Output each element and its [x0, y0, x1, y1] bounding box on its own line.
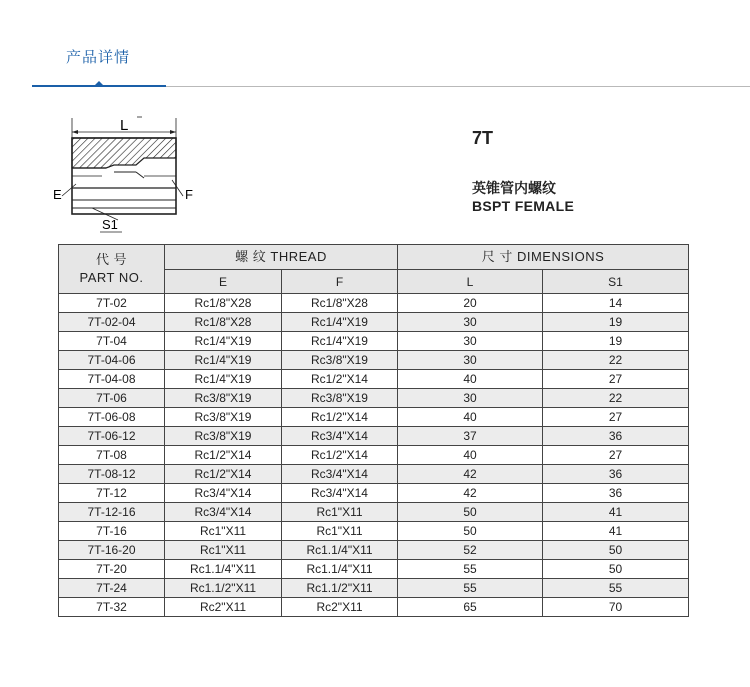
column-header-e: E [165, 270, 282, 294]
cell-l: 30 [398, 389, 543, 408]
table-row [59, 351, 689, 370]
cell-s1: 22 [543, 351, 689, 370]
table-row [59, 446, 689, 465]
cell-e: Rc1.1/4"X11 [165, 560, 282, 579]
cell-part: 7T-04 [59, 332, 165, 351]
cell-part: 7T-20 [59, 560, 165, 579]
cell-s1: 22 [543, 389, 689, 408]
part-no-header-en: PART NO. [79, 270, 144, 285]
cell-f: Rc1/4"X19 [282, 332, 398, 351]
dimensions-header: 尺 寸 DIMENSIONS [398, 245, 689, 270]
cell-e: Rc1/2"X14 [165, 446, 282, 465]
cell-s1: 36 [543, 484, 689, 503]
cell-f: Rc3/4"X14 [282, 427, 398, 446]
cell-part: 7T-04-08 [59, 370, 165, 389]
cell-part: 7T-16 [59, 522, 165, 541]
cell-f: Rc1"X11 [282, 503, 398, 522]
cell-s1: 19 [543, 332, 689, 351]
cell-f: Rc1.1/4"X11 [282, 541, 398, 560]
cell-part: 7T-32 [59, 598, 165, 617]
table-row [59, 427, 689, 446]
cell-l: 30 [398, 351, 543, 370]
cell-s1: 50 [543, 560, 689, 579]
table-row [59, 370, 689, 389]
cell-l: 20 [398, 294, 543, 313]
thread-header: 螺 纹 THREAD [165, 245, 398, 270]
table-row [59, 465, 689, 484]
cell-e: Rc2"X11 [165, 598, 282, 617]
cell-s1: 27 [543, 370, 689, 389]
cell-e: Rc3/8"X19 [165, 427, 282, 446]
dimension-e-label: E [53, 187, 62, 202]
cell-part: 7T-02 [59, 294, 165, 313]
cell-l: 65 [398, 598, 543, 617]
cell-e: Rc3/4"X14 [165, 484, 282, 503]
cell-s1: 36 [543, 427, 689, 446]
cell-f: Rc1/2"X14 [282, 408, 398, 427]
cell-l: 55 [398, 579, 543, 598]
dimension-s1-label: S1 [102, 217, 118, 232]
cell-part: 7T-08 [59, 446, 165, 465]
cell-part: 7T-16-20 [59, 541, 165, 560]
product-name-en: BSPT FEMALE [472, 198, 575, 214]
cell-f: Rc1.1/2"X11 [282, 579, 398, 598]
header-notch-icon [94, 81, 104, 86]
cell-l: 40 [398, 408, 543, 427]
page-title: 产品详情 [66, 48, 131, 66]
cell-l: 37 [398, 427, 543, 446]
column-header-f: F [282, 270, 398, 294]
cell-e: Rc3/4"X14 [165, 503, 282, 522]
table-row [59, 332, 689, 351]
column-header-s1: S1 [543, 270, 689, 294]
cell-part: 7T-24 [59, 579, 165, 598]
cell-part: 7T-02-04 [59, 313, 165, 332]
cell-part: 7T-06-12 [59, 427, 165, 446]
table-row [59, 541, 689, 560]
cell-s1: 50 [543, 541, 689, 560]
table-row [59, 598, 689, 617]
cell-s1: 14 [543, 294, 689, 313]
cell-e: Rc1/4"X19 [165, 351, 282, 370]
cell-f: Rc3/8"X19 [282, 351, 398, 370]
product-code: 7T [472, 128, 494, 148]
table-row [59, 294, 689, 313]
cell-f: Rc3/4"X14 [282, 465, 398, 484]
spec-table-body [59, 294, 689, 617]
cell-l: 42 [398, 484, 543, 503]
part-no-header [59, 245, 165, 294]
cell-e: Rc1/8"X28 [165, 294, 282, 313]
cell-e: Rc3/8"X19 [165, 389, 282, 408]
part-no-header-cn: 代 号 [95, 252, 128, 267]
table-row [59, 503, 689, 522]
cell-f: Rc1"X11 [282, 522, 398, 541]
cell-e: Rc3/8"X19 [165, 408, 282, 427]
cell-f: Rc1/2"X14 [282, 370, 398, 389]
cell-f: Rc1/2"X14 [282, 446, 398, 465]
cell-f: Rc3/4"X14 [282, 484, 398, 503]
cell-l: 30 [398, 332, 543, 351]
cell-e: Rc1/2"X14 [165, 465, 282, 484]
cell-l: 50 [398, 522, 543, 541]
cell-l: 30 [398, 313, 543, 332]
cell-e: Rc1"X11 [165, 541, 282, 560]
cell-part: 7T-06 [59, 389, 165, 408]
cell-s1: 41 [543, 522, 689, 541]
cell-e: Rc1/4"X19 [165, 370, 282, 389]
cell-e: Rc1/4"X19 [165, 332, 282, 351]
cell-l: 55 [398, 560, 543, 579]
cell-f: Rc1/8"X28 [282, 294, 398, 313]
dimension-f-label: F [185, 187, 193, 202]
cell-f: Rc2"X11 [282, 598, 398, 617]
cell-part: 7T-12 [59, 484, 165, 503]
cell-f: Rc3/8"X19 [282, 389, 398, 408]
column-header-l: L [398, 270, 543, 294]
table-row [59, 560, 689, 579]
cell-s1: 36 [543, 465, 689, 484]
table-row [59, 484, 689, 503]
cell-f: Rc1/4"X19 [282, 313, 398, 332]
product-name-cn: 英锥管内螺纹 [472, 181, 556, 197]
fitting-drawing [40, 108, 200, 238]
cell-s1: 55 [543, 579, 689, 598]
table-row [59, 408, 689, 427]
cell-l: 40 [398, 370, 543, 389]
cell-l: 52 [398, 541, 543, 560]
cell-s1: 70 [543, 598, 689, 617]
dimension-l-label: L [120, 117, 129, 134]
spec-table [58, 244, 689, 617]
cell-l: 40 [398, 446, 543, 465]
table-row [59, 579, 689, 598]
cell-s1: 27 [543, 408, 689, 427]
cell-s1: 27 [543, 446, 689, 465]
cell-s1: 41 [543, 503, 689, 522]
cell-s1: 19 [543, 313, 689, 332]
cell-part: 7T-12-16 [59, 503, 165, 522]
cell-e: Rc1.1/2"X11 [165, 579, 282, 598]
cell-e: Rc1/8"X28 [165, 313, 282, 332]
cell-part: 7T-06-08 [59, 408, 165, 427]
cell-e: Rc1"X11 [165, 522, 282, 541]
cell-part: 7T-04-06 [59, 351, 165, 370]
cell-part: 7T-08-12 [59, 465, 165, 484]
table-row [59, 389, 689, 408]
table-row [59, 313, 689, 332]
cell-f: Rc1.1/4"X11 [282, 560, 398, 579]
cell-l: 50 [398, 503, 543, 522]
table-row [59, 522, 689, 541]
cell-l: 42 [398, 465, 543, 484]
